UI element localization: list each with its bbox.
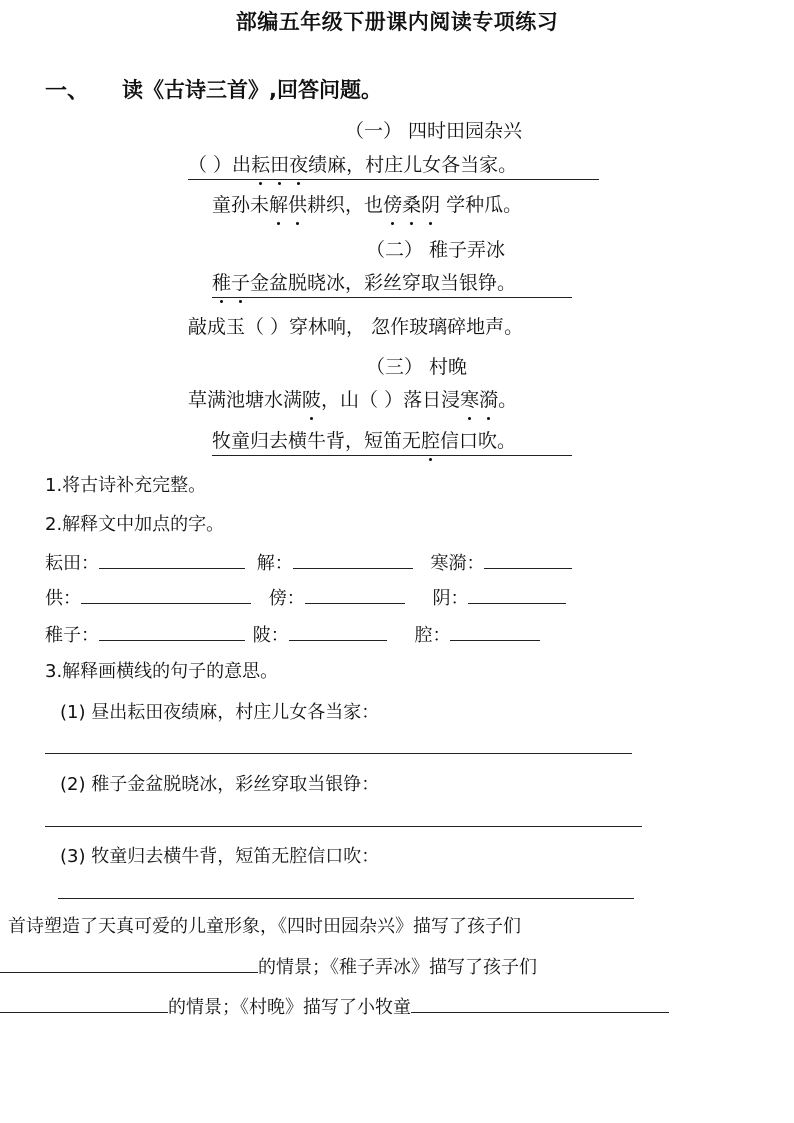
question-2: 2.解释文中加点的字。 bbox=[45, 514, 225, 535]
dotted-char: 供 bbox=[288, 194, 308, 216]
dotted-char: 夜 bbox=[289, 154, 309, 176]
answer-line[interactable] bbox=[45, 826, 642, 827]
dotted-char: 寒 bbox=[460, 389, 480, 411]
question-4-line2: 的情景；《稚子弄冰》描写了孩子们 bbox=[0, 953, 537, 979]
dotted-char: 傍 bbox=[383, 194, 403, 216]
sub-question-3: (3) 牧童归去横牛背，短笛无腔信口吹： bbox=[60, 846, 380, 867]
poem-title-3: （三） 村晚 bbox=[366, 356, 468, 378]
answer-blank[interactable] bbox=[0, 971, 258, 973]
poem-title-1: （一） 四时田园杂兴 bbox=[345, 120, 523, 142]
poem2-line1: 稚子金盆脱晓冰，彩丝穿取当银铮。 bbox=[212, 268, 572, 298]
dotted-char: 耘 bbox=[251, 154, 271, 176]
question-3: 3.解释画横线的句子的意思。 bbox=[45, 661, 279, 682]
answer-blank[interactable] bbox=[99, 639, 245, 641]
poem3-line1: 草满池塘水满陂，山（ ）落日浸寒漪。 bbox=[188, 389, 518, 411]
poem1-line1: （ ）出耘田夜绩麻，村庄儿女各当家。 bbox=[188, 150, 599, 180]
dotted-char: 解 bbox=[269, 194, 289, 216]
dotted-char: 子 bbox=[231, 272, 251, 294]
definition-row-3: 稚子： 陂： 腔： bbox=[45, 621, 540, 647]
poem2-line2: 敲成玉（ ）穿林响， 忽作玻璃碎地声。 bbox=[188, 316, 524, 338]
answer-blank[interactable] bbox=[484, 567, 572, 569]
dotted-char: 桑 bbox=[402, 194, 422, 216]
answer-blank[interactable] bbox=[468, 602, 566, 604]
poem1-line2: 童孙未解供耕织，也傍桑阴 学种瓜。 bbox=[212, 194, 523, 216]
poem3-line2: 牧童归去横牛背，短笛无腔信口吹。 bbox=[212, 426, 572, 456]
dotted-char: 阴 bbox=[421, 194, 441, 216]
definition-row-2: 供： 傍： 阴： bbox=[45, 584, 566, 610]
question-1: 1.将古诗补充完整。 bbox=[45, 475, 207, 496]
answer-blank[interactable] bbox=[293, 567, 413, 569]
answer-blank[interactable] bbox=[411, 1011, 669, 1013]
answer-line[interactable] bbox=[45, 753, 632, 754]
dotted-char: 稚 bbox=[212, 272, 232, 294]
section-number: 一、 bbox=[45, 79, 90, 104]
answer-line[interactable] bbox=[58, 898, 634, 899]
answer-blank[interactable] bbox=[289, 639, 387, 641]
answer-blank[interactable] bbox=[81, 602, 251, 604]
question-4-line1: 首诗塑造了天真可爱的儿童形象，《四时田园杂兴》描写了孩子们 bbox=[8, 916, 521, 937]
answer-blank[interactable] bbox=[99, 567, 245, 569]
section-heading: 读《古诗三首》,回答问题。 bbox=[122, 78, 382, 102]
sub-question-1: (1) 昼出耘田夜绩麻，村庄儿女各当家： bbox=[60, 702, 380, 723]
answer-blank[interactable] bbox=[305, 602, 405, 604]
blank-paren[interactable]: （ ） bbox=[188, 154, 233, 176]
poem-title-2: （二） 稚子弄冰 bbox=[366, 239, 506, 261]
dotted-char: 陂 bbox=[302, 389, 322, 411]
question-4-line3: 的情景；《村晚》描写了小牧童 bbox=[0, 993, 669, 1019]
answer-blank[interactable] bbox=[450, 639, 540, 641]
dotted-char: 漪 bbox=[479, 389, 499, 411]
sub-question-2: (2) 稚子金盆脱晓冰，彩丝穿取当银铮： bbox=[60, 774, 380, 795]
dotted-char: 田 bbox=[270, 154, 290, 176]
definition-row-1: 耘田： 解： 寒漪： bbox=[45, 549, 572, 575]
dotted-char: 腔 bbox=[421, 430, 441, 452]
page-title: 部编五年级下册课内阅读专项练习 bbox=[235, 10, 559, 34]
answer-blank[interactable] bbox=[0, 1011, 168, 1013]
